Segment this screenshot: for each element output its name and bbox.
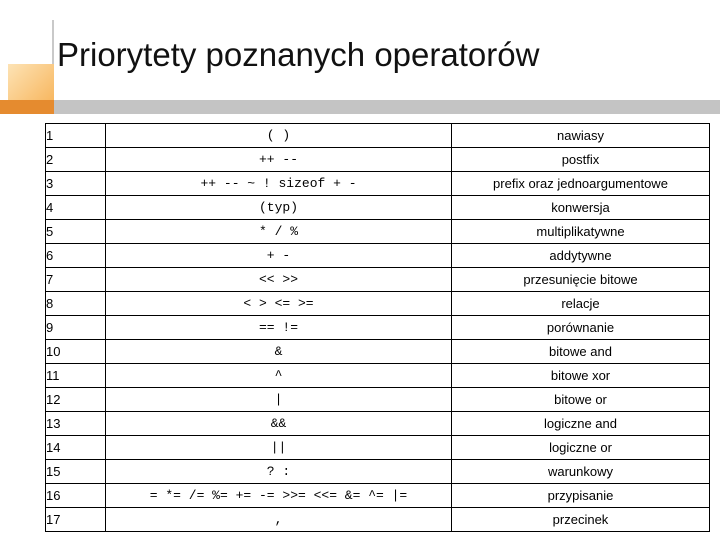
row-number-cell: 1 [46,124,106,148]
operator-cell: << >> [106,268,452,292]
row-number-cell: 9 [46,316,106,340]
row-number-cell: 11 [46,364,106,388]
decorative-grey-bar [54,100,720,114]
row-number-cell: 10 [46,340,106,364]
row-number-cell: 15 [46,460,106,484]
operator-cell: == != [106,316,452,340]
row-number-cell: 12 [46,388,106,412]
operator-cell: ? : [106,460,452,484]
operator-cell: | [106,388,452,412]
operator-cell: , [106,508,452,532]
description-cell: logiczne or [452,436,710,460]
operator-cell: * / % [106,220,452,244]
table-row [46,316,710,340]
description-cell: warunkowy [452,460,710,484]
operator-cell: && [106,412,452,436]
operator-cell: ^ [106,364,452,388]
decorative-orange-bar [0,100,56,114]
operator-cell: & [106,340,452,364]
operator-priority-table [45,123,710,532]
table-row [46,460,710,484]
table-row [46,244,710,268]
table-row [46,388,710,412]
operator-cell: ++ -- [106,148,452,172]
table-row [46,484,710,508]
row-number-cell: 14 [46,436,106,460]
table-row [46,340,710,364]
row-number-cell: 5 [46,220,106,244]
operator-cell: ++ -- ~ ! sizeof + - [106,172,452,196]
table-row [46,292,710,316]
table-row [46,196,710,220]
description-cell: multiplikatywne [452,220,710,244]
row-number-cell: 8 [46,292,106,316]
table-row [46,172,710,196]
row-number-cell: 6 [46,244,106,268]
row-number-cell: 3 [46,172,106,196]
table-row [46,508,710,532]
description-cell: nawiasy [452,124,710,148]
row-number-cell: 13 [46,412,106,436]
table-row [46,364,710,388]
description-cell: porównanie [452,316,710,340]
operator-cell: < > <= >= [106,292,452,316]
table-row [46,436,710,460]
table-row [46,148,710,172]
description-cell: bitowe or [452,388,710,412]
table-row [46,412,710,436]
description-cell: postfix [452,148,710,172]
description-cell: przecinek [452,508,710,532]
description-cell: przesunięcie bitowe [452,268,710,292]
table-body [46,124,710,532]
operator-cell: = *= /= %= += -= >>= <<= &= ^= |= [106,484,452,508]
table-row [46,124,710,148]
row-number-cell: 16 [46,484,106,508]
row-number-cell: 2 [46,148,106,172]
row-number-cell: 7 [46,268,106,292]
row-number-cell: 4 [46,196,106,220]
page-title: Priorytety poznanych operatorów [57,36,540,73]
operator-cell: (typ) [106,196,452,220]
description-cell: przypisanie [452,484,710,508]
operator-cell: + - [106,244,452,268]
description-cell: relacje [452,292,710,316]
description-cell: bitowe xor [452,364,710,388]
description-cell: konwersja [452,196,710,220]
description-cell: prefix oraz jednoargumentowe [452,172,710,196]
operator-cell: ( ) [106,124,452,148]
row-number-cell: 17 [46,508,106,532]
table-row [46,220,710,244]
operator-cell: || [106,436,452,460]
description-cell: addytywne [452,244,710,268]
table-row [46,268,710,292]
description-cell: bitowe and [452,340,710,364]
description-cell: logiczne and [452,412,710,436]
